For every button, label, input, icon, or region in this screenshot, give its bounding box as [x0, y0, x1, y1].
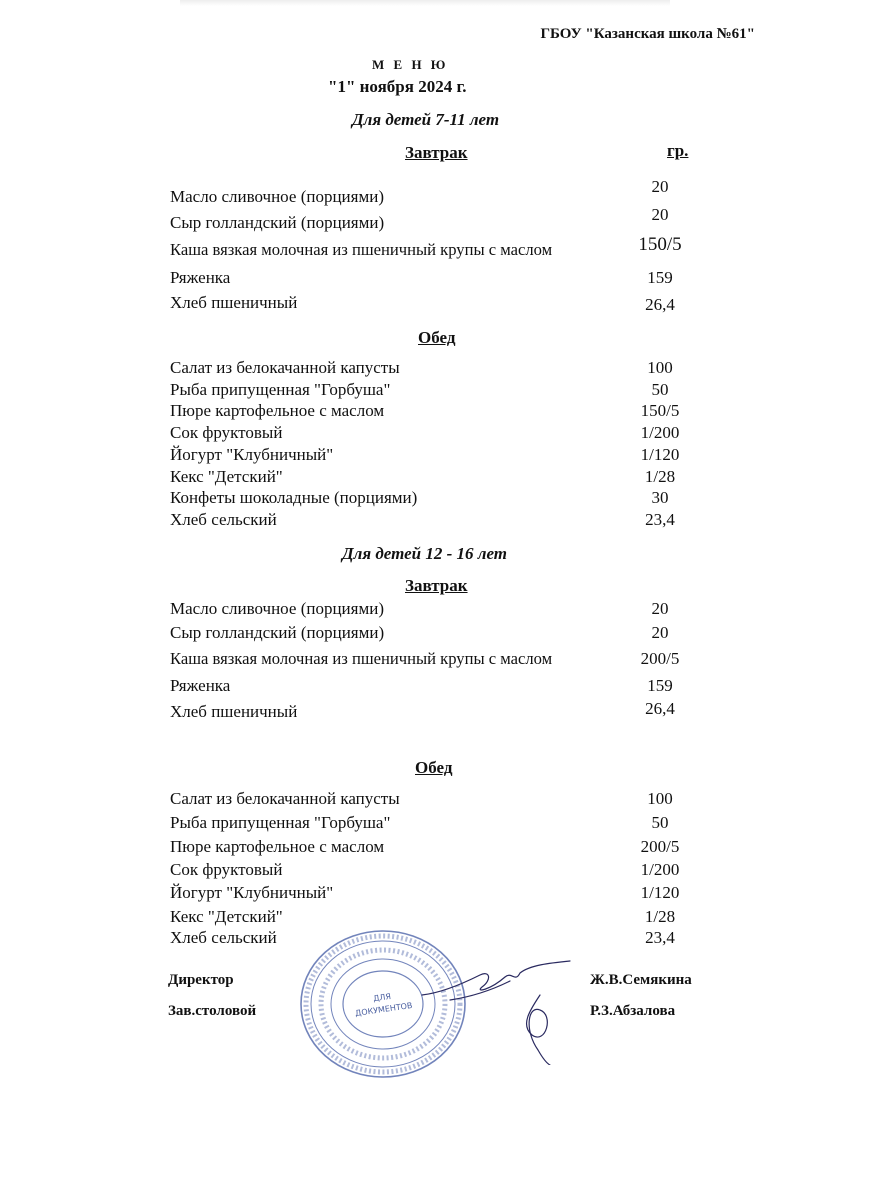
item-qty: 150/5 — [638, 234, 682, 255]
menu-row — [170, 488, 700, 510]
item-name: Сыр голландский (порциями) — [170, 623, 385, 642]
canteen-name: Р.З.Абзалова — [590, 1003, 676, 1019]
item-qty: 23,4 — [645, 510, 675, 529]
stamp-text-line1: ДЛЯ — [372, 991, 392, 1004]
item-qty: 20 — [651, 205, 669, 224]
item-qty: 200/5 — [640, 837, 680, 856]
item-qty: 50 — [651, 813, 669, 832]
menu-row — [170, 268, 700, 290]
item-qty: 26,4 — [645, 699, 675, 718]
scan-edge — [180, 0, 670, 6]
item-name: Масло сливочное (порциями) — [170, 187, 384, 206]
menu-date: "1" ноября 2024 г. — [328, 77, 467, 96]
handwritten-signature — [420, 955, 580, 1065]
menu-row — [170, 423, 700, 445]
age-group-12-16: Для детей 12 - 16 лет — [342, 544, 508, 563]
section-lunch-2: Обед — [415, 758, 453, 777]
canteen-label: Зав.столовой — [168, 1003, 257, 1019]
menu-title: М Е Н Ю — [372, 57, 449, 72]
menu-row — [170, 358, 700, 380]
menu-row — [170, 205, 700, 235]
menu-row — [170, 599, 700, 621]
item-qty: 1/200 — [640, 423, 680, 442]
director-label: Директор — [168, 972, 234, 988]
item-name: Салат из белокачанной капусты — [170, 789, 400, 808]
item-name: Сок фруктовый — [170, 860, 283, 879]
item-qty: 159 — [647, 676, 673, 695]
menu-row — [170, 293, 700, 315]
menu-row — [170, 907, 700, 929]
menu-row — [170, 649, 700, 671]
menu-row — [170, 623, 700, 645]
item-name: Йогурт "Клубничный" — [170, 883, 334, 902]
section-lunch-1: Обед — [418, 328, 456, 347]
item-name: Йогурт "Клубничный" — [170, 445, 334, 464]
item-qty: 100 — [647, 789, 673, 808]
menu-row — [170, 380, 700, 402]
item-qty: 26,4 — [645, 295, 675, 314]
stamp-text-line2: ДОКУМЕНТОВ — [354, 1000, 413, 1018]
menu-row — [170, 445, 700, 467]
item-name: Хлеб сельский — [170, 928, 277, 947]
menu-row — [170, 789, 700, 811]
item-qty: 1/120 — [640, 883, 680, 902]
item-name: Сок фруктовый — [170, 423, 283, 442]
menu-row — [170, 837, 700, 859]
item-qty: 23,4 — [645, 928, 675, 947]
item-qty: 100 — [647, 358, 673, 377]
menu-row — [170, 699, 700, 724]
menu-row — [170, 676, 700, 698]
school-name: ГБОУ "Казанская школа №61" — [540, 26, 755, 42]
item-name: Кекс "Детский" — [170, 467, 283, 486]
item-qty: 200/5 — [640, 649, 680, 668]
item-name: Ряженка — [170, 676, 231, 695]
item-name: Конфеты шоколадные (порциями) — [170, 488, 418, 507]
item-qty: 150/5 — [640, 401, 680, 420]
item-name: Рыба припущенная "Горбуша" — [170, 380, 391, 399]
item-qty: 20 — [651, 177, 669, 196]
menu-row — [170, 234, 700, 262]
item-name: Хлеб сельский — [170, 510, 277, 529]
item-qty: 1/28 — [644, 907, 676, 926]
menu-row — [170, 401, 700, 423]
item-name: Пюре картофельное с маслом — [170, 837, 385, 856]
menu-row — [170, 813, 700, 835]
unit-label: гр. — [667, 141, 689, 160]
menu-row — [170, 510, 700, 532]
item-qty: 30 — [651, 488, 669, 507]
director-name: Ж.В.Семякина — [590, 972, 692, 988]
section-breakfast-2: Завтрак — [405, 576, 468, 595]
menu-row — [170, 860, 700, 882]
section-breakfast-1: Завтрак — [405, 143, 468, 162]
item-name: Пюре картофельное с маслом — [170, 401, 385, 420]
item-name: Масло сливочное (порциями) — [170, 599, 384, 618]
item-name: Хлеб пшеничный — [170, 702, 298, 721]
age-group-7-11: Для детей 7-11 лет — [352, 110, 500, 129]
item-name: Рыба припущенная "Горбуша" — [170, 813, 391, 832]
item-qty: 1/120 — [640, 445, 680, 464]
item-qty: 159 — [647, 268, 673, 287]
item-qty: 1/200 — [640, 860, 680, 879]
item-name: Салат из белокачанной капусты — [170, 358, 400, 377]
item-qty: 20 — [651, 599, 669, 618]
item-name: Хлеб пшеничный — [170, 293, 298, 312]
item-name: Ряженка — [170, 268, 231, 287]
menu-row — [170, 883, 700, 905]
item-name: Каша вязкая молочная из пшеничный крупы с маслом — [170, 649, 553, 668]
item-name: Каша вязкая молочная из пшеничный крупы с маслом — [170, 240, 553, 259]
item-qty: 50 — [651, 380, 669, 399]
menu-row — [170, 467, 700, 489]
item-name: Кекс "Детский" — [170, 907, 283, 926]
item-name: Сыр голландский (порциями) — [170, 213, 385, 232]
item-qty: 20 — [651, 623, 669, 642]
item-qty: 1/28 — [644, 467, 676, 486]
